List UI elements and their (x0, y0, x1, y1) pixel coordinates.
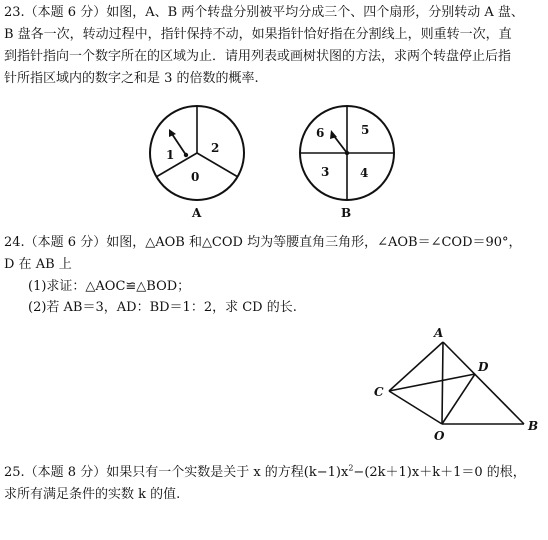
spinner-a-label: A (192, 206, 202, 220)
spinner-b-pointer (334, 136, 347, 153)
segment-co (389, 391, 442, 424)
segment-cd (389, 374, 475, 391)
q24-part-2: (2)若 AB＝3，AD：BD＝1：2，求 CD 的长. (28, 300, 297, 315)
q25-exponent: 2 (348, 463, 354, 473)
segment-ao (442, 342, 443, 424)
q24-line-2: D 在 AB 上 (4, 257, 72, 272)
spinner-b-label: B (341, 206, 352, 220)
q24-line-1: 24.（本题 6 分）如图，△AOB 和△COD 均为等腰直角三角形，∠AOB＝∠COD＝90°， (4, 235, 522, 250)
spinner-b-number-5: 5 (361, 123, 370, 137)
spinner-b-number-4: 4 (360, 166, 369, 180)
q25-line-1 (4, 465, 542, 481)
segment-ac (389, 342, 443, 391)
q25-line-1-start: 25.（本题 8 分）如果只有一个实数是关于 x 的方程(k−1)x (4, 465, 349, 480)
spinner-a-number-0: 0 (191, 170, 200, 184)
point-a-label: A (434, 326, 444, 340)
spinner-a (150, 106, 244, 220)
spinner-b (300, 106, 394, 220)
q23-line-2: B 盘各一次，转动过程中，指针保持不动，如果指针恰好指在分割线上，则重转一次，直 (4, 27, 512, 42)
point-d-label: D (478, 360, 489, 374)
point-o-label: O (434, 429, 445, 443)
triangle-figure (374, 326, 538, 443)
point-c-label: C (374, 385, 384, 399)
point-b-label: B (528, 419, 539, 433)
spinner-b-number-3: 3 (321, 165, 330, 179)
spinner-a-number-2: 2 (211, 141, 220, 155)
q23-line-4: 针所指区域内的数字之和是 3 的倍数的概率. (4, 71, 259, 86)
segment-od (442, 374, 475, 424)
q25-line-2: 求所有满足条件的实数 k 的值. (4, 487, 181, 502)
spinner-a-number-1: 1 (166, 148, 175, 162)
q23-line-3: 到指针指向一个数字所在的区域为止．请用列表或画树状图的方法，求两个转盘停止后指 (4, 49, 512, 64)
spinner-a-divider (197, 153, 238, 177)
q25-line-1-end: −(2k＋1)x＋k＋1＝0 的根， (353, 465, 526, 480)
segment-ab (443, 342, 524, 424)
spinner-b-number-6: 6 (316, 126, 325, 140)
q23-line-1: 23.（本题 6 分）如图，A、B 两个转盘分别被平均分成三个、四个扇形，分别转动 A 盘、 (4, 5, 524, 20)
q24-part-1: (1)求证：△AOC≌△BOD； (28, 279, 191, 294)
